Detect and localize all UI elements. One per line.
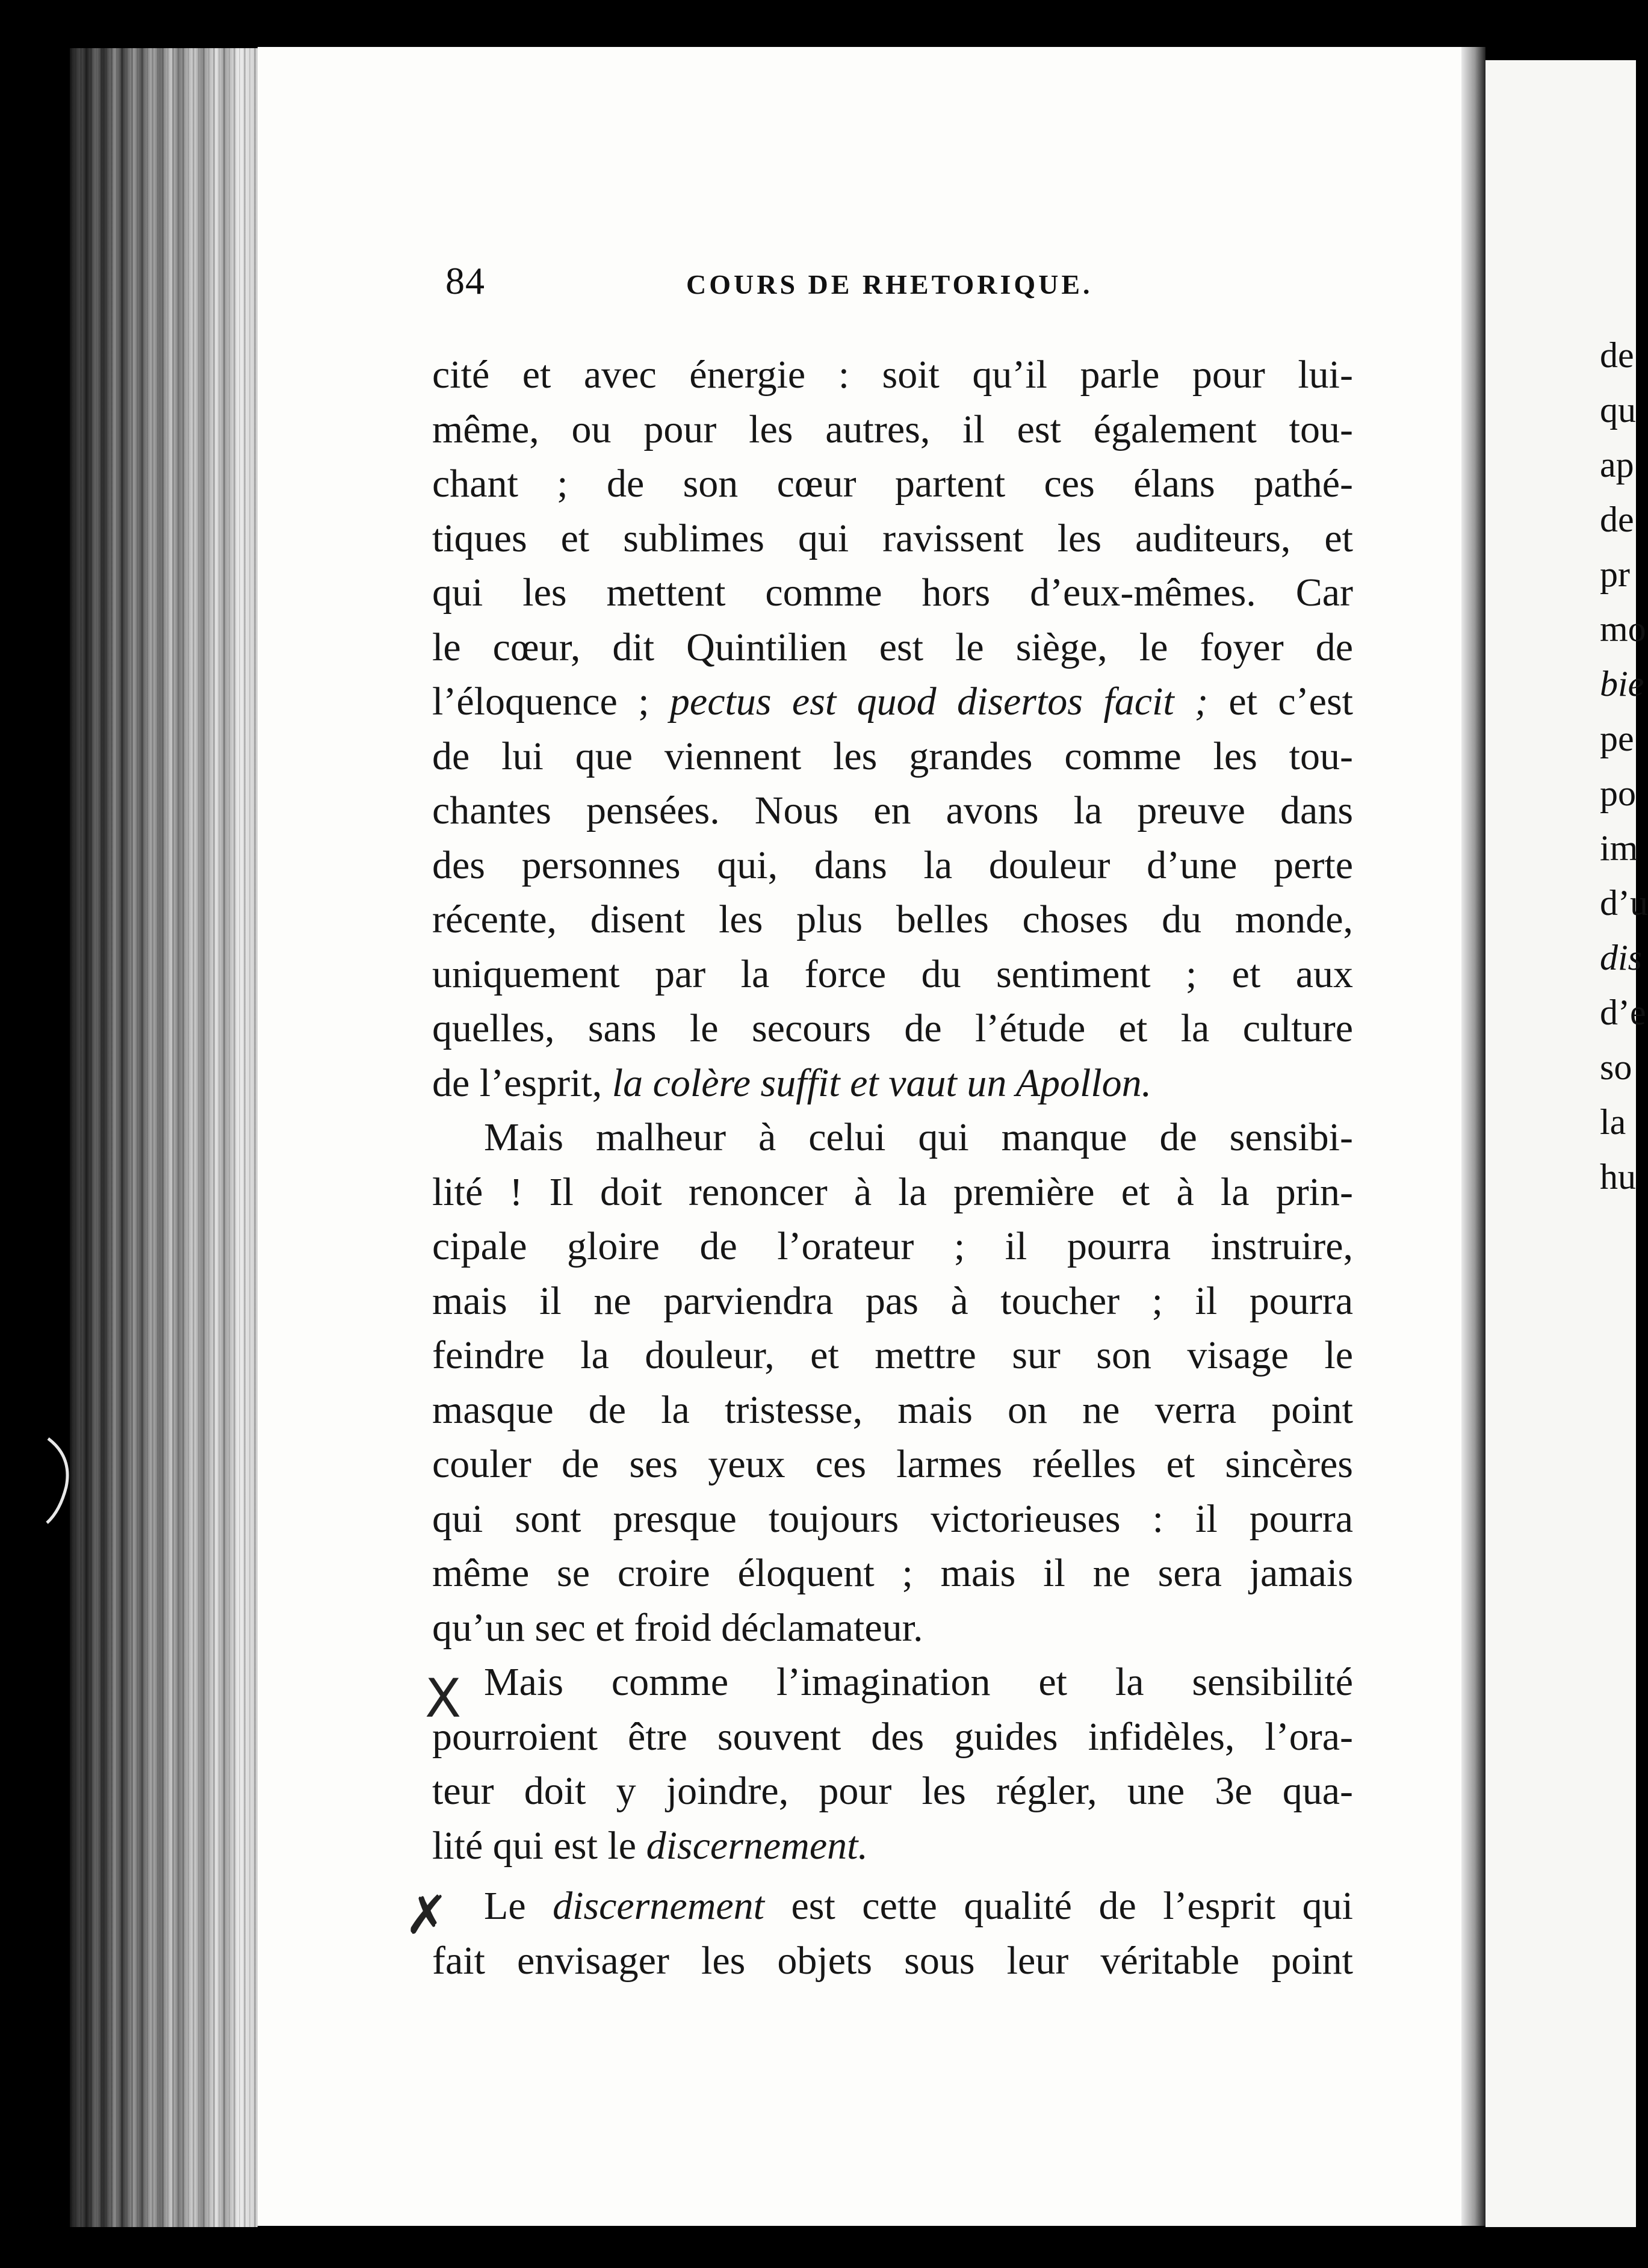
text-run: est cette qualité de l’esprit qui: [764, 1884, 1354, 1928]
italic-quote: la colère suffit et vaut un Apollon.: [612, 1061, 1152, 1105]
text-line: [432, 1819, 1353, 1874]
text-line: quelles, sans le secours de l’étude et la culture: [432, 1006, 1353, 1050]
text-line: uniquement par la force du sentiment ; et aux: [432, 952, 1353, 996]
fragment: ap: [1600, 445, 1634, 485]
text-run: de l’esprit,: [432, 1061, 612, 1105]
text-line: chantes pensées. Nous en avons la preuve dans: [432, 789, 1353, 832]
text-line: feindre la douleur, et mettre sur son visage le: [432, 1333, 1353, 1377]
text-line: [432, 1879, 1353, 1934]
fragment: la: [1600, 1102, 1626, 1142]
text-line: lité ! Il doit renoncer à la première et à la prin-: [432, 1170, 1353, 1214]
fragment: dis: [1600, 938, 1643, 978]
fragment: bie: [1600, 664, 1644, 704]
text-line: Mais malheur à celui qui manque de sensibi-: [484, 1115, 1353, 1159]
text-run: l’éloquence ;: [432, 680, 670, 723]
text-line: [432, 1056, 1353, 1111]
fragment: po: [1600, 773, 1636, 813]
pencil-tick-icon: ✗: [404, 1884, 449, 1946]
text-run: lité qui est le: [432, 1823, 646, 1868]
text-line: qui sont presque toujours victorieuses : il pourra: [432, 1496, 1353, 1541]
text-run: Le: [484, 1884, 553, 1928]
running-head: [445, 259, 1408, 307]
paper-speck-icon: [36, 1433, 84, 1529]
text-line: cité et avec énergie : soit qu’il parle pour lui-: [432, 353, 1353, 397]
fragment: d’u: [1600, 883, 1648, 923]
text-line: teur doit y joindre, pour les régler, une 3e qua-: [432, 1769, 1353, 1813]
text-line: fait envisager les objets sous leur véritable point: [432, 1938, 1353, 1983]
fragment: qu: [1600, 390, 1636, 430]
text-line: tiques et sublimes qui ravissent les auditeurs, et: [432, 516, 1353, 560]
book-fore-edge: [70, 48, 258, 2227]
facing-page-text: [1600, 328, 1648, 1204]
fragment: pe: [1600, 719, 1634, 758]
text-line: même, ou pour les autres, il est également tou-: [432, 407, 1353, 451]
text-line: même se croire éloquent ; mais il ne sera jamais: [432, 1551, 1353, 1595]
text-line: couler de ses yeux ces larmes réelles et sincères: [432, 1442, 1353, 1486]
text-line: de lui que viennent les grandes comme les tou-: [432, 734, 1353, 778]
fragment: de: [1600, 335, 1634, 375]
fragment: mo: [1600, 609, 1646, 649]
text-line: masque de la tristesse, mais on ne verra point: [432, 1387, 1353, 1432]
fragment: de: [1600, 500, 1634, 539]
fragment: im: [1600, 828, 1638, 868]
text-line: qu’un sec et froid déclamateur.: [432, 1605, 923, 1650]
text-line: [432, 675, 1353, 730]
text-line: mais il ne parviendra pas à toucher ; il pourra: [432, 1278, 1353, 1323]
page-number: 84: [445, 259, 485, 302]
fragment: hu: [1600, 1157, 1636, 1197]
pencil-mark-icon: X: [425, 1667, 462, 1729]
fragment: d’e: [1600, 993, 1646, 1032]
text-line: qui les mettent comme hors d’eux-mêmes. Car: [432, 571, 1353, 615]
italic-term: discernement.: [646, 1823, 868, 1868]
text-line: récente, disent les plus belles choses du monde,: [432, 897, 1353, 941]
fragment: so: [1600, 1047, 1632, 1087]
fragment: pr: [1600, 554, 1630, 594]
book-title: COURS DE RHETORIQUE.: [686, 269, 1093, 300]
text-run: et c’est: [1208, 680, 1353, 723]
text-line: le cœur, dit Quintilien est le siège, le foyer de: [432, 625, 1353, 669]
text-line: cipale gloire de l’orateur ; il pourra instruire,: [432, 1224, 1353, 1268]
page-body-text: [432, 348, 1353, 1988]
text-line: des personnes qui, dans la douleur d’une perte: [432, 843, 1353, 887]
latin-quote: pectus est quod disertos facit ;: [669, 680, 1209, 723]
text-line: pourroient être souvent des guides infidèles, l’ora-: [432, 1714, 1353, 1759]
text-line: Mais comme l’imagination et la sensibilité: [484, 1660, 1353, 1704]
book-gutter: [1461, 47, 1485, 2226]
text-line: chant ; de son cœur partent ces élans pathé-: [432, 462, 1353, 506]
italic-term: discernement: [553, 1884, 764, 1928]
